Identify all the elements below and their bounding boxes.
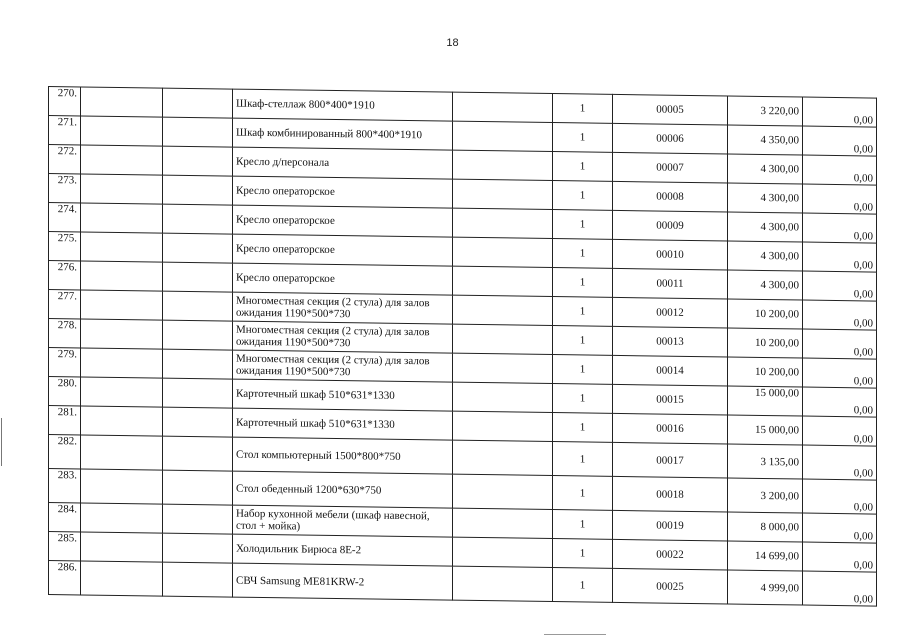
empty-cell <box>453 92 553 122</box>
item-quantity: 1 <box>553 326 613 356</box>
row-number: 277. <box>49 290 81 319</box>
item-quantity: 1 <box>553 384 613 414</box>
empty-cell <box>163 378 233 408</box>
empty-cell <box>453 208 553 238</box>
empty-cell <box>81 87 163 117</box>
item-amount: 4 300,00 <box>728 183 803 213</box>
residual-value: 0,00 <box>803 445 877 480</box>
empty-cell <box>453 474 553 509</box>
residual-value: 0,00 <box>803 184 877 214</box>
inventory-code: 00015 <box>613 384 728 415</box>
empty-cell <box>81 503 163 533</box>
empty-cell <box>163 436 233 471</box>
item-name: Холодильник Бирюса 8Е-2 <box>233 534 453 566</box>
empty-cell <box>163 320 233 350</box>
item-quantity: 1 <box>553 476 613 511</box>
item-amount: 4 300,00 <box>728 241 803 271</box>
empty-cell <box>163 233 233 263</box>
empty-cell <box>81 435 163 470</box>
item-name: Многоместная секция (2 стула) для залов ожидания 1190*500*730 <box>233 292 453 324</box>
inventory-code: 00013 <box>613 326 728 357</box>
empty-cell <box>163 349 233 379</box>
item-name: Кресло операторское <box>233 263 453 295</box>
empty-cell <box>453 179 553 209</box>
row-number: 272. <box>49 145 81 174</box>
residual-value: 0,00 <box>803 416 877 446</box>
item-quantity: 1 <box>553 413 613 443</box>
row-number: 280. <box>49 377 81 406</box>
inventory-code: 00007 <box>613 152 728 183</box>
row-number: 274. <box>49 203 81 232</box>
row-number: 286. <box>49 561 81 595</box>
empty-cell <box>163 204 233 234</box>
residual-value: 0,00 <box>803 213 877 243</box>
empty-cell <box>81 203 163 233</box>
empty-cell <box>81 469 163 504</box>
item-name: Кресло операторское <box>233 205 453 237</box>
item-quantity: 1 <box>553 268 613 298</box>
inventory-code: 00017 <box>613 442 728 478</box>
empty-cell <box>453 150 553 180</box>
empty-cell <box>81 532 163 562</box>
inventory-code: 00012 <box>613 297 728 328</box>
item-name: СВЧ Samsung ME81KRW-2 <box>233 563 453 600</box>
item-amount: 10 200,00 <box>728 357 803 387</box>
item-name: Картотечный шкаф 510*631*1330 <box>233 379 453 411</box>
empty-cell <box>81 232 163 262</box>
item-quantity: 1 <box>553 539 613 569</box>
item-quantity: 1 <box>553 355 613 385</box>
item-name: Кресло д/персонала <box>233 147 453 179</box>
inventory-code: 00022 <box>613 539 728 570</box>
row-number: 281. <box>49 406 81 435</box>
item-name: Стол компьютерный 1500*800*750 <box>233 437 453 474</box>
row-number: 282. <box>49 435 81 469</box>
row-number: 284. <box>49 503 81 532</box>
inventory-table <box>48 86 877 607</box>
inventory-code: 00014 <box>613 355 728 386</box>
empty-cell <box>453 121 553 151</box>
inventory-code: 00006 <box>613 123 728 154</box>
row-number: 275. <box>49 232 81 261</box>
residual-value: 0,00 <box>803 271 877 301</box>
item-name: Многоместная секция (2 стула) для залов ожидания 1190*500*730 <box>233 321 453 353</box>
empty-cell <box>453 566 553 601</box>
item-quantity: 1 <box>553 442 613 477</box>
residual-value: 0,00 <box>803 479 877 514</box>
empty-cell <box>453 324 553 354</box>
item-amount: 8 000,00 <box>728 512 803 542</box>
empty-cell <box>81 348 163 378</box>
row-number: 270. <box>49 87 81 116</box>
page-number: 18 <box>446 37 459 49</box>
empty-cell <box>81 290 163 320</box>
row-number: 278. <box>49 319 81 348</box>
item-quantity: 1 <box>553 297 613 327</box>
inventory-code: 00009 <box>613 210 728 241</box>
row-number: 271. <box>49 116 81 145</box>
empty-cell <box>163 146 233 176</box>
row-number: 279. <box>49 348 81 377</box>
item-quantity: 1 <box>553 239 613 269</box>
item-name: Стол обеденный 1200*630*750 <box>233 471 453 508</box>
empty-cell <box>453 411 553 441</box>
empty-cell <box>163 407 233 437</box>
row-number: 276. <box>49 261 81 290</box>
item-amount: 4 300,00 <box>728 212 803 242</box>
item-amount: 10 200,00 <box>728 328 803 358</box>
item-name: Шкаф-стеллаж 800*400*1910 <box>233 89 453 121</box>
row-number: 273. <box>49 174 81 203</box>
empty-cell <box>163 562 233 597</box>
empty-cell <box>163 88 233 118</box>
empty-cell <box>81 406 163 436</box>
inventory-code: 00016 <box>613 413 728 444</box>
item-name: Картотечный шкаф 510*631*1330 <box>233 408 453 440</box>
item-amount: 3 220,00 <box>728 96 803 126</box>
item-amount: 14 699,00 <box>728 541 803 571</box>
inventory-code: 00025 <box>613 568 728 604</box>
item-name: Кресло операторское <box>233 176 453 208</box>
empty-cell <box>163 175 233 205</box>
item-amount: 3 135,00 <box>728 444 803 479</box>
empty-cell <box>453 537 553 567</box>
scan-artifact-line <box>544 634 606 635</box>
empty-cell <box>163 262 233 292</box>
row-number: 283. <box>49 469 81 503</box>
item-name: Многоместная секция (2 стула) для залов ожидания 1190*500*730 <box>233 350 453 382</box>
empty-cell <box>81 377 163 407</box>
empty-cell <box>453 440 553 475</box>
empty-cell <box>453 353 553 383</box>
residual-value: 0,00 <box>803 97 877 127</box>
empty-cell <box>81 145 163 175</box>
item-amount: 4 999,00 <box>728 570 803 605</box>
empty-cell <box>81 261 163 291</box>
residual-value: 0,00 <box>803 300 877 330</box>
item-amount: 3 200,00 <box>728 478 803 513</box>
item-quantity: 1 <box>553 568 613 603</box>
item-amount: 4 300,00 <box>728 154 803 184</box>
residual-value: 0,00 <box>803 242 877 272</box>
residual-value: 0,00 <box>803 387 877 417</box>
residual-value: 0,00 <box>803 513 877 543</box>
empty-cell <box>163 117 233 147</box>
empty-cell <box>453 295 553 325</box>
scan-artifact-mark <box>1 418 2 466</box>
residual-value: 0,00 <box>803 329 877 359</box>
empty-cell <box>163 533 233 563</box>
empty-cell <box>81 561 163 596</box>
empty-cell <box>163 470 233 505</box>
empty-cell <box>81 319 163 349</box>
empty-cell <box>453 237 553 267</box>
item-quantity: 1 <box>553 181 613 211</box>
empty-cell <box>453 266 553 296</box>
residual-value: 0,00 <box>803 571 877 606</box>
residual-value: 0,00 <box>803 155 877 185</box>
item-amount: 15 000,00 <box>728 415 803 445</box>
empty-cell <box>81 116 163 146</box>
item-amount: 4 300,00 <box>728 270 803 300</box>
item-name: Набор кухонной мебели (шкаф навесной, стол + мойка) <box>233 505 453 537</box>
empty-cell <box>163 291 233 321</box>
inventory-code: 00019 <box>613 510 728 541</box>
empty-cell <box>453 508 553 538</box>
item-quantity: 1 <box>553 123 613 153</box>
item-quantity: 1 <box>553 152 613 182</box>
item-amount: 15 000,00 <box>728 386 803 416</box>
inventory-code: 00005 <box>613 94 728 125</box>
residual-value: 0,00 <box>803 358 877 388</box>
inventory-code: 00018 <box>613 476 728 512</box>
residual-value: 0,00 <box>803 126 877 156</box>
item-quantity: 1 <box>553 210 613 240</box>
item-name: Шкаф комбинированный 800*400*1910 <box>233 118 453 150</box>
item-name: Кресло операторское <box>233 234 453 266</box>
empty-cell <box>453 382 553 412</box>
item-quantity: 1 <box>553 94 613 124</box>
inventory-code: 00008 <box>613 181 728 212</box>
item-quantity: 1 <box>553 510 613 540</box>
item-amount: 4 350,00 <box>728 125 803 155</box>
empty-cell <box>163 504 233 534</box>
empty-cell <box>81 174 163 204</box>
residual-value: 0,00 <box>803 542 877 572</box>
item-amount: 10 200,00 <box>728 299 803 329</box>
inventory-code: 00011 <box>613 268 728 299</box>
inventory-code: 00010 <box>613 239 728 270</box>
row-number: 285. <box>49 532 81 561</box>
